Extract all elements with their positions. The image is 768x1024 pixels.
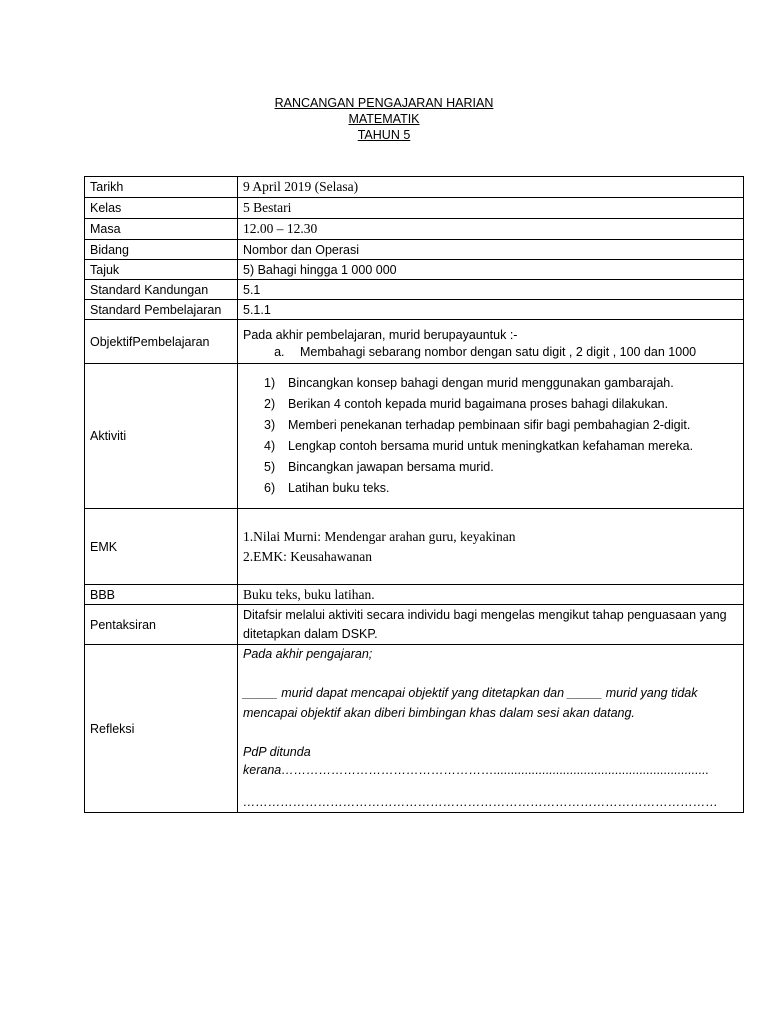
objektif-intro: Pada akhir pembelajaran, murid berupayauntuk :- [243,327,518,342]
value-refleksi [238,645,744,813]
aktiviti-item: Memberi penekanan terhadap pembinaan sifir bagi pembahagian 2-digit. [288,418,691,432]
label-standard-kandungan: Standard Kandungan [85,280,238,300]
refleksi-line-3: PdP ditunda kerana…………………………………………….............................................................. [243,745,710,777]
value-standard-pembelajaran: 5.1.1 [238,300,744,320]
row-objektif [85,320,744,364]
objektif-list [243,345,738,359]
document-year: TAHUN 5 [357,128,411,142]
label-bidang: Bidang [85,240,238,260]
row-tajuk [85,260,744,280]
value-standard-kandungan: 5.1 [238,280,744,300]
label-kelas: Kelas [85,198,238,219]
row-pentaksiran [85,605,744,645]
row-bbb [85,585,744,605]
label-pentaksiran: Pentaksiran [85,605,238,645]
row-bidang [85,240,744,260]
refleksi-line-4: …………………………………………………………………………………………………… [243,795,718,809]
emk-line-2: 2.EMK: Keusahawanan [243,548,372,564]
document-subject: MATEMATIK [348,112,420,126]
aktiviti-item: Bincangkan konsep bahagi dengan murid menggunakan gambarajah. [288,376,674,390]
value-emk [238,509,744,585]
row-kelas [85,198,744,219]
value-aktiviti [238,364,744,509]
row-tarikh [85,177,744,198]
row-standard-kandungan [85,280,744,300]
objektif-item: a. Membahagi sebarang nombor dengan satu digit , 2 digit , 100 dan 1000 [288,345,738,359]
value-masa: 12.00 – 12.30 [238,219,744,240]
aktiviti-item: Latihan buku teks. [288,481,390,495]
label-emk: EMK [85,509,238,585]
refleksi-line-2: _____ murid dapat mencapai objektif yang ditetapkan dan _____ murid yang tidak mencapai objektif akan diberi bimbingan khas dalam sesi akan datang. [243,686,698,720]
refleksi-line-1: Pada akhir pengajaran; [243,647,373,661]
lesson-plan-table [84,176,744,813]
label-aktiviti: Aktiviti [85,364,238,509]
row-masa [85,219,744,240]
row-standard-pembelajaran [85,300,744,320]
row-refleksi [85,645,744,813]
aktiviti-list [243,373,738,499]
label-masa: Masa [85,219,238,240]
aktiviti-item: Bincangkan jawapan bersama murid. [288,460,494,474]
value-objektif [238,320,744,364]
label-refleksi: Refleksi [85,645,238,813]
value-pentaksiran: Ditafsir melalui aktiviti secara individu bagi mengelas mengikut tahap penguasaan yang ditetapkan dalam DSKP. [238,605,744,645]
value-bbb: Buku teks, buku latihan. [238,585,744,605]
aktiviti-item: Lengkap contoh bersama murid untuk meningkatkan kefahaman mereka. [288,439,694,453]
label-tarikh: Tarikh [85,177,238,198]
value-tarikh: 9 April 2019 (Selasa) [238,177,744,198]
value-bidang: Nombor dan Operasi [238,240,744,260]
label-standard-pembelajaran: Standard Pembelajaran [85,300,238,320]
document-header [0,95,768,143]
emk-line-1: 1.Nilai Murni: Mendengar arahan guru, keyakinan [243,528,516,544]
row-aktiviti [85,364,744,509]
value-kelas: 5 Bestari [238,198,744,219]
aktiviti-item: Berikan 4 contoh kepada murid bagaimana proses bahagi dilakukan. [288,397,669,411]
row-emk [85,509,744,585]
label-bbb: BBB [85,585,238,605]
document-title: RANCANGAN PENGAJARAN HARIAN [274,96,494,110]
label-objektif: ObjektifPembelajaran [85,320,238,364]
label-tajuk: Tajuk [85,260,238,280]
value-tajuk: 5) Bahagi hingga 1 000 000 [238,260,744,280]
